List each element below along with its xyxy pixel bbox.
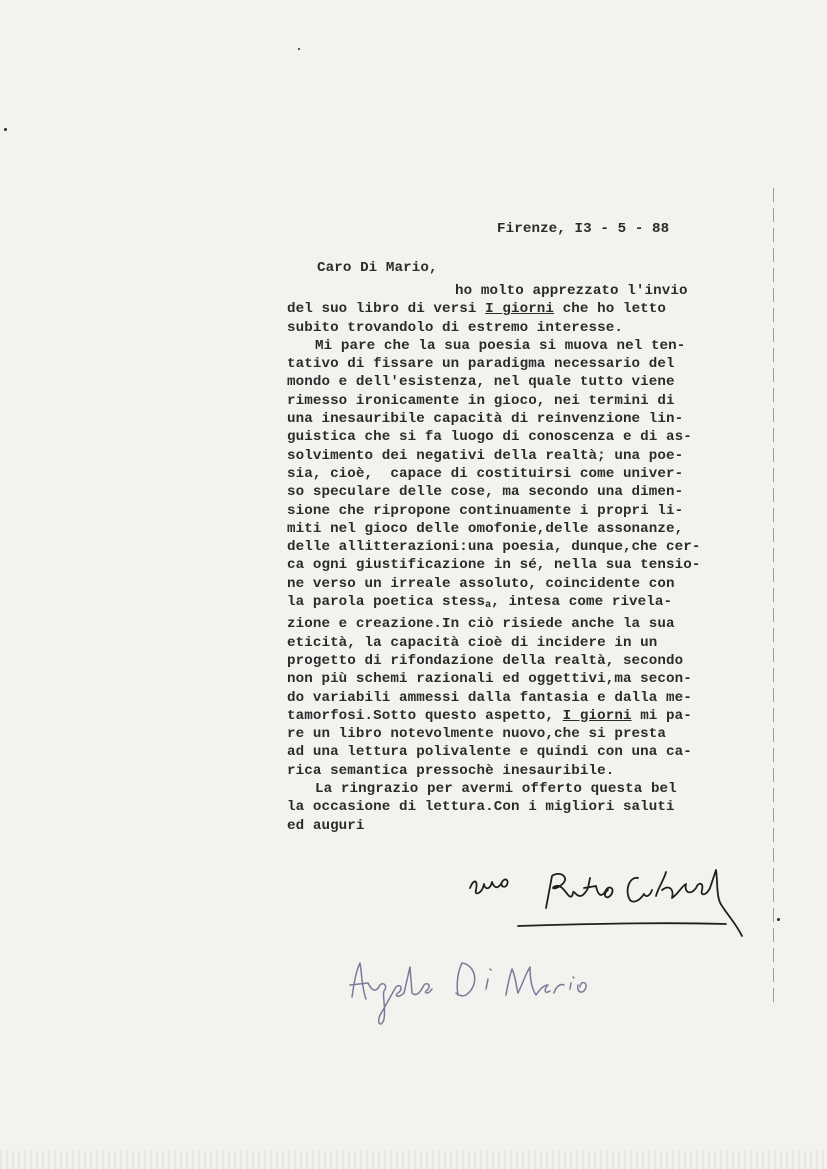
text-line-part: del suo libro di versi [287,301,486,318]
paper-speck [298,48,300,50]
text-line [287,707,767,725]
text-line-part: la parola poetica stess [287,594,486,611]
text-line: do variabili ammessi dalla fantasia e dalla me- [287,689,692,706]
text-line: miti nel gioco delle omofonie,delle assonanze, [287,520,684,537]
text-line: mondo e dell'esistenza, nel quale tutto viene [287,374,675,391]
text-line: sione che ripropone continuamente i propri li- [287,502,684,519]
text-line: ho molto apprezzato l'invio [455,283,688,299]
book-title: I giorni [485,301,555,318]
paper-speck [777,918,780,921]
text-line-part: che ho letto [554,301,667,318]
text-line: non più schemi razionali ed oggettivi,ma secon- [287,671,692,688]
text-line: re un libro notevolmente nuovo,che si presta [287,726,667,743]
text-line: La ringrazio per avermi offerto questa bel [315,781,677,798]
paragraph-2 [287,337,767,780]
text-line [287,593,767,615]
typo-subscript: a [485,600,492,612]
text-line: solvimento dei negativi della realtà; una poe- [287,447,684,464]
salutation: Caro Di Mario, [317,260,438,276]
note-strokes [350,963,586,1024]
text-line: rica semantica pressochè inesauribile. [287,762,615,779]
text-line: eticità, la capacità cioè di incidere in un [287,634,658,651]
text-line-part: tamorfosi.Sotto questo aspetto, [287,707,563,724]
text-line: ad una lettura polivalente e quindi con una ca- [287,744,692,761]
text-line-part: mi pa- [631,707,692,724]
handwritten-note [340,955,600,1035]
text-line: zione e creazione.In ciò risiede anche la sua [287,616,675,633]
text-line: ed auguri [287,817,365,834]
text-line: guistica che si fa luogo di conoscenza e di as- [287,429,692,446]
paper-speck [4,128,7,131]
text-line [287,300,767,318]
text-line: progetto di rifondazione della realtà, secondo [287,652,684,669]
text-line: ne verso un irreale assoluto, coincidente con [287,575,675,592]
margin-fold-line [773,188,774,1008]
text-line-part: , intesa come rivela- [491,594,673,611]
place-date: Firenze, I3 - 5 - 88 [497,221,670,237]
paragraph-3 [287,780,767,835]
typed-letter [287,214,767,835]
text-line: la occasione di lettura.Con i migliori saluti [287,799,675,816]
book-title: I giorni [562,707,632,724]
text-line: so speculare delle cose, ma secondo una dimen- [287,484,684,501]
text-line: una inesauribile capacità di reinvenzione lin- [287,411,684,428]
signature-strokes [470,870,742,936]
text-line: sia, cioè, capace di costituirsi come univer- [287,465,684,482]
text-line: rimesso ironicamente in gioco, nei termini di [287,392,675,409]
text-line: subito trovandolo di estremo interesse. [287,319,623,336]
handwritten-signature [460,860,760,940]
text-line: ca ogni giustificazione in sé, nella sua tensio- [287,557,701,574]
text-line: delle allitterazioni:una poesia, dunque,che cer- [287,539,701,556]
paper-edge-texture [0,1151,827,1169]
text-line: Mi pare che la sua poesia si muova nel ten- [315,337,686,354]
text-line: tativo di fissare un paradigma necessario del [287,356,675,373]
paragraph-1 [287,282,767,337]
